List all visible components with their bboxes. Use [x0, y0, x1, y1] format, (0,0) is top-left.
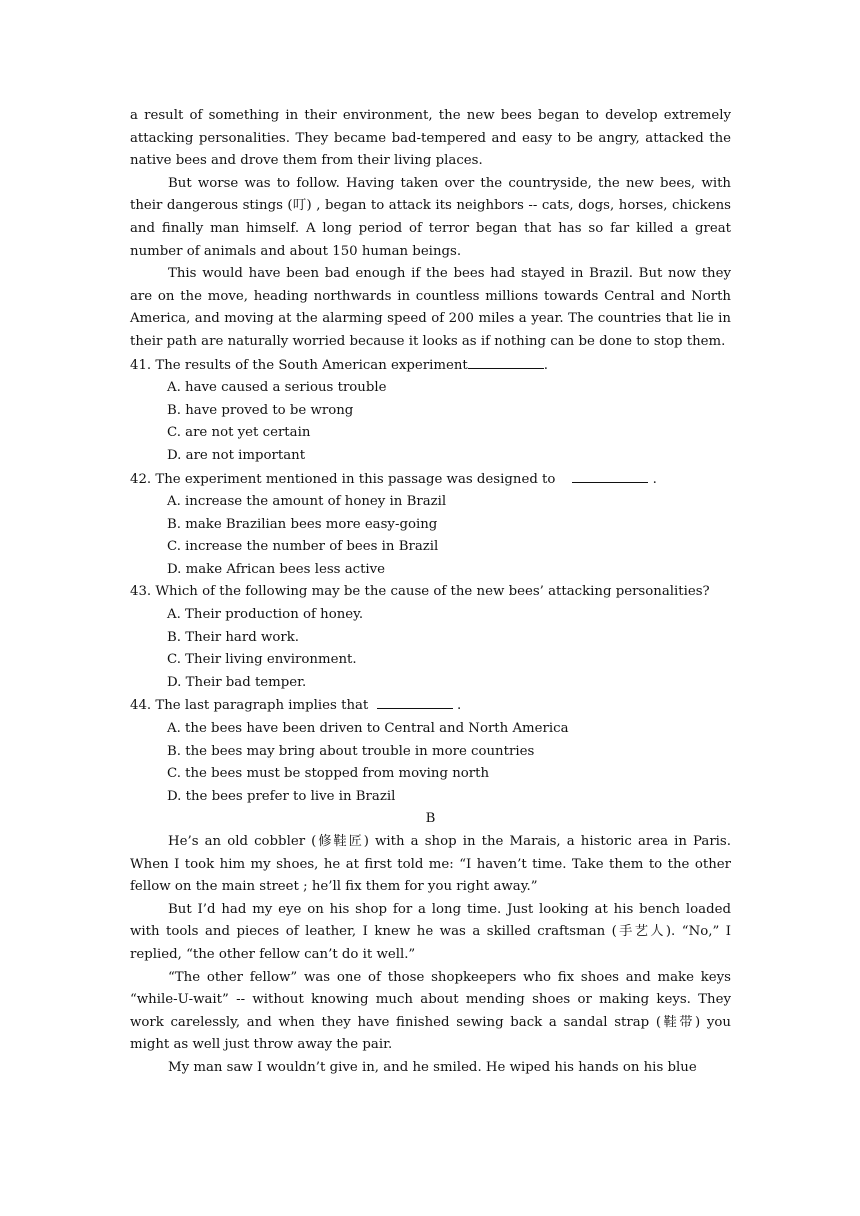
question-44: [130, 694, 731, 808]
question-41-option-b: B. have proved to be wrong: [167, 402, 354, 418]
question-41-stem: 41. The results of the South American experiment: [130, 357, 468, 373]
answer-blank: [572, 468, 648, 483]
question-stem: [130, 354, 731, 378]
answer-blank: [468, 354, 544, 369]
passage-b-paragraph-2: But I’d had my eye on his shop for a long time. Just looking at his bench loaded with tools and pieces of leather, I knew he was a skilled craftsman (手艺人). “No,” I replied, “the other fellow can’t do it well.”: [130, 901, 731, 962]
passage-b-paragraph-1: He’s an old cobbler (修鞋匠) with a shop in the Marais, a historic area in Paris. When I took him my shoes, he at first told me: “I haven’t time. Take them to the other fellow on the main street ; he’ll fix them for you right away.”: [130, 834, 731, 895]
question-44-stem: 44. The last paragraph implies that: [130, 698, 369, 714]
question-42-end: .: [648, 471, 657, 487]
passage-a-paragraph-2: But worse was to follow. Having taken over the countryside, the new bees, with their dangerous stings (叮) , began to attack its neighbors -- cats, dogs, horses, chickens and finally man himself. A long period of terror began that has so far killed a great number of animals and about 150 human beings.: [130, 175, 731, 259]
answer-blank: [377, 694, 453, 709]
question-41-option-c: C. are not yet certain: [167, 425, 311, 441]
question-43-option-b: B. Their hard work.: [167, 629, 299, 645]
question-43: [130, 581, 731, 694]
question-42-stem: 42. The experiment mentioned in this passage was designed to: [130, 471, 556, 487]
question-44-option-c: C. the bees must be stopped from moving north: [167, 766, 490, 782]
question-42: [130, 468, 731, 582]
question-42-option-c: C. increase the number of bees in Brazil: [167, 539, 439, 555]
question-43-option-d: D. Their bad temper.: [167, 674, 307, 690]
question-41: [130, 354, 731, 468]
question-44-option-b: B. the bees may bring about trouble in more countries: [167, 743, 535, 759]
question-41-option-a: A. have caused a serious trouble: [167, 380, 387, 396]
question-44-end: .: [452, 698, 462, 714]
question-stem: [130, 694, 731, 718]
question-stem: [130, 468, 731, 492]
question-43-stem: 43. Which of the following may be the cause of the new bees’ attacking personalities?: [130, 584, 710, 600]
passage-b-title: B: [425, 811, 436, 827]
question-41-option-d: D. are not important: [167, 447, 306, 463]
question-42-option-b: B. make Brazilian bees more easy-going: [167, 516, 438, 532]
question-44-option-d: D. the bees prefer to live in Brazil: [167, 788, 396, 804]
question-42-option-a: A. increase the amount of honey in Brazil: [167, 494, 447, 510]
document-page: [130, 105, 731, 1080]
question-44-option-a: A. the bees have been driven to Central and North America: [167, 721, 569, 737]
passage-b-paragraph-4: My man saw I wouldn’t give in, and he smiled. He wiped his hands on his blue: [168, 1059, 697, 1075]
passage-a-paragraph-3: This would have been bad enough if the bees had stayed in Brazil. But now they are on the move, heading northwards in countless millions towards Central and North America, and moving at the alarming speed of 200 miles a year. The countries that lie in their path are naturally worried because it looks as if nothing can be done to stop them.: [130, 266, 731, 349]
question-42-option-d: D. make African bees less active: [167, 561, 386, 577]
passage-b-paragraph-3: “The other fellow” was one of those shopkeepers who fix shoes and make keys “while-U-wait” -- without knowing much about mending shoes or making keys. They work carelessly, and when they have finished sewing back a sandal strap (鞋带) you might as well just throw away the pair.: [130, 969, 731, 1053]
passage-a-paragraph-1: a result of something in their environment, the new bees began to develop extremely attacking personalities. They became bad-tempered and easy to be angry, attacked the native bees and drove them from their living places.: [130, 108, 731, 169]
question-41-end: .: [543, 357, 548, 373]
question-43-option-c: C. Their living environment.: [167, 652, 357, 668]
question-43-option-a: A. Their production of honey.: [167, 607, 364, 623]
